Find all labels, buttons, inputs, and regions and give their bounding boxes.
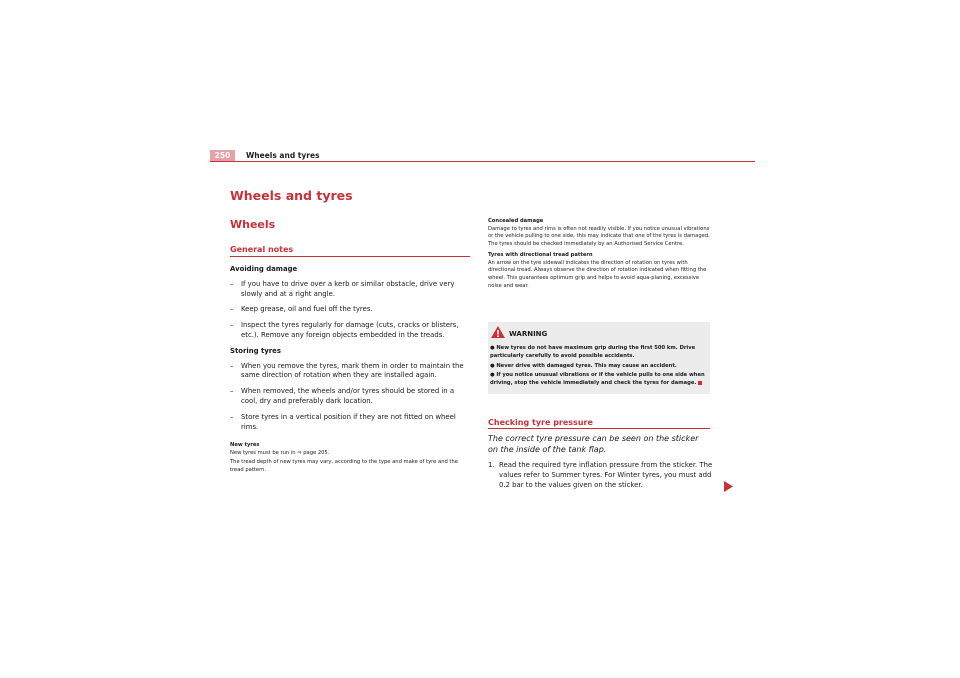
list-item: – Store tyres in a vertical position if they are not fitted on wheel rims. <box>230 412 456 431</box>
general-notes-rule <box>230 256 470 257</box>
list-item: – When you remove the tyres, mark them in order to maintain the same direction of rotation when they are installed again. <box>230 361 464 380</box>
warning-item: ● If you notice unusual vibrations or if the vehicle pulls to one side when driving, stop the vehicle immediately and check the tyres for damage. <box>490 372 705 387</box>
chapter-title: Wheels and tyres <box>230 188 353 203</box>
new-tyres-label: New tyres <box>230 442 260 448</box>
left-column <box>230 265 470 438</box>
avoiding-damage-label: Avoiding damage <box>230 265 298 273</box>
tyre-pressure-rule <box>488 428 710 429</box>
warning-item: ● Never drive with damaged tyres. This may cause an accident. <box>490 362 677 369</box>
end-marker-icon <box>698 381 702 385</box>
page-number: 250 <box>210 150 235 162</box>
concealed-damage-text: Damage to tyres and rims is often not readily visible. If you notice unusual vibrations or the vehicle pulling to one side, this may indicate that one of the tyres is damaged. The tyres should be checked immediately by an Authorised Service Centre. <box>488 225 710 248</box>
tyre-pressure-step <box>488 461 714 496</box>
list-item: – Keep grease, oil and fuel off the tyres. <box>230 305 373 314</box>
warning-icon <box>490 325 506 339</box>
directional-label: Tyres with directional tread pattern <box>488 251 593 258</box>
list-item: 1. Read the required tyre inflation pressure from the sticker. The values refer to Summer tyres. For Winter tyres, you must add 0.2 bar to the values given on the sticker. <box>488 461 713 489</box>
section-title: Wheels <box>230 218 276 231</box>
next-page-icon[interactable] <box>723 480 734 493</box>
concealed-damage-label: Concealed damage <box>488 218 544 224</box>
warning-item: ● New tyres do not have maximum grip during the first 500 km. Drive particularly carefully to avoid possible accidents. <box>490 345 696 359</box>
bullet-icon: ● <box>490 345 497 351</box>
general-notes-heading: General notes <box>230 245 294 254</box>
new-tyres-block <box>230 442 470 475</box>
bullet-icon: ● <box>490 362 497 369</box>
new-tyres-run-in[interactable]: New tyres must be run in ⇒ page 205. <box>230 449 330 456</box>
tyre-pressure-intro: The correct tyre pressure can be seen on the sticker on the inside of the tank flap. <box>488 434 699 454</box>
list-item: – If you have to drive over a kerb or similar obstacle, drive very slowly and at a right angle. <box>230 279 455 298</box>
new-tyres-tread: The tread depth of new tyres may vary, according to the type and make of tyre and the tread pattern. <box>230 459 458 474</box>
tyre-pressure-heading: Checking tyre pressure <box>488 418 593 427</box>
directional-text: An arrow on the tyre sidewall indicates the direction of rotation on tyres with directional tread. Always observe the direction of rotation indicated when fitting the wheel. This guarantees optimum grip and helps to avoid aqua-planing, excessive noise and wear. <box>488 259 707 289</box>
list-item: – When removed, the wheels and/or tyres should be stored in a cool, dry and preferably dark location. <box>230 387 455 405</box>
list-item: – Inspect the tyres regularly for damage (cuts, cracks or blisters, etc.). Remove any foreign objects embedded in the treads. <box>230 321 459 339</box>
bullet-icon: ● <box>490 372 497 379</box>
storing-tyres-label: Storing tyres <box>230 346 281 355</box>
running-head: Wheels and tyres <box>246 151 320 160</box>
warning-list <box>490 345 708 390</box>
header-rule <box>210 161 755 162</box>
right-column-top <box>488 218 712 290</box>
warning-title: WARNING <box>509 330 548 338</box>
